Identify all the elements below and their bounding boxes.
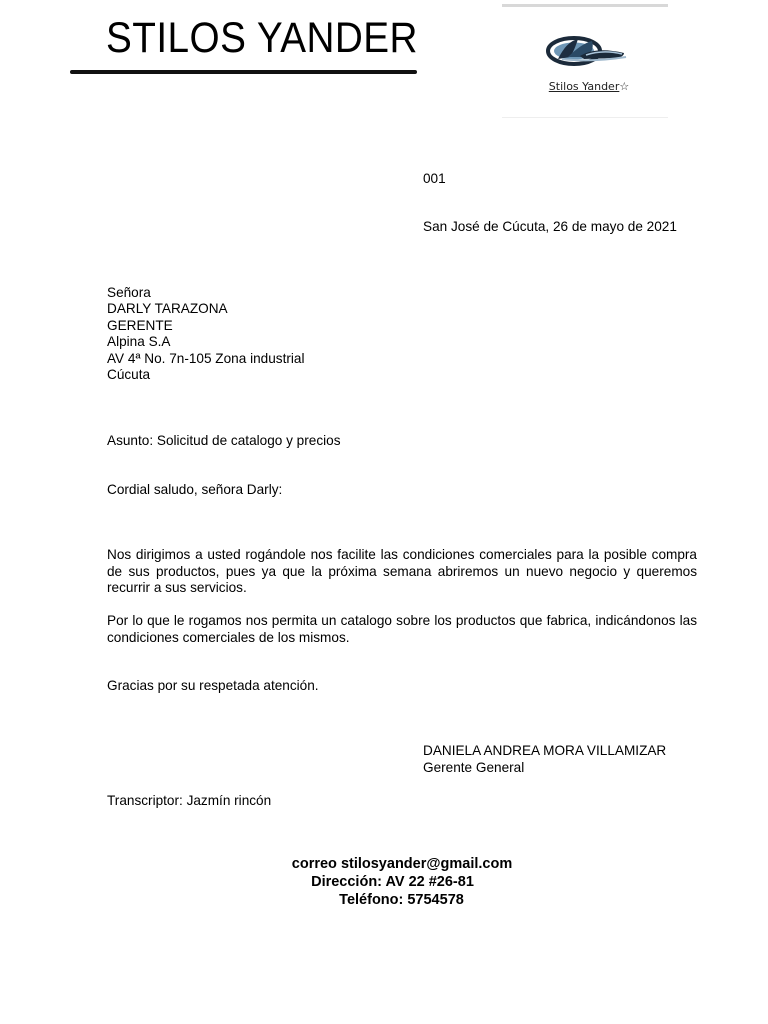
footer-address: Dirección: AV 22 #26-81 (311, 874, 474, 890)
signer-name: DANIELA ANDREA MORA VILLAMIZAR (423, 743, 667, 758)
company-logo (502, 4, 668, 118)
footer-email: correo stilosyander@gmail.com (291, 856, 513, 872)
recipient-salutation: Señora (107, 285, 151, 300)
transcriber-line: Transcriptor: Jazmín rincón (107, 793, 272, 808)
star-icon: ☆ (619, 80, 630, 93)
date-line: San José de Cúcuta, 26 de mayo de 2021 (423, 219, 677, 234)
company-title: STILOS YANDER (106, 14, 418, 62)
greeting: Cordial saludo, señora Darly: (107, 482, 283, 497)
recipient-company: Alpina S.A (107, 334, 171, 349)
closing-line: Gracias por su respetada atención. (107, 678, 319, 693)
recipient-position: GERENTE (107, 318, 173, 333)
recipient-address: AV 4ª No. 7n-105 Zona industrial (107, 351, 305, 366)
title-underline (70, 70, 417, 74)
logo-caption (502, 80, 676, 93)
signer-title: Gerente General (423, 760, 525, 775)
shoe-logo-icon (540, 29, 636, 73)
letter-number: 001 (423, 171, 446, 186)
recipient-name: DARLY TARAZONA (107, 301, 228, 316)
body-paragraph: Nos dirigimos a usted rogándole nos facilite las condiciones comerciales para la posible compra de sus productos, pues ya que la próxima semana abriremos un nuevo negocio y queremos recurrir a sus servicios. (107, 547, 697, 595)
footer-phone: Teléfono: 5754578 (339, 892, 464, 908)
body-paragraph: Por lo que le rogamos nos permita un catalogo sobre los productos que fabrica, indicándonos las condiciones comerciales de los mismos. (107, 613, 697, 645)
logo-caption-text: Stilos Yander (548, 80, 620, 93)
recipient-city: Cúcuta (107, 367, 151, 382)
subject-line: Asunto: Solicitud de catalogo y precios (107, 433, 341, 448)
